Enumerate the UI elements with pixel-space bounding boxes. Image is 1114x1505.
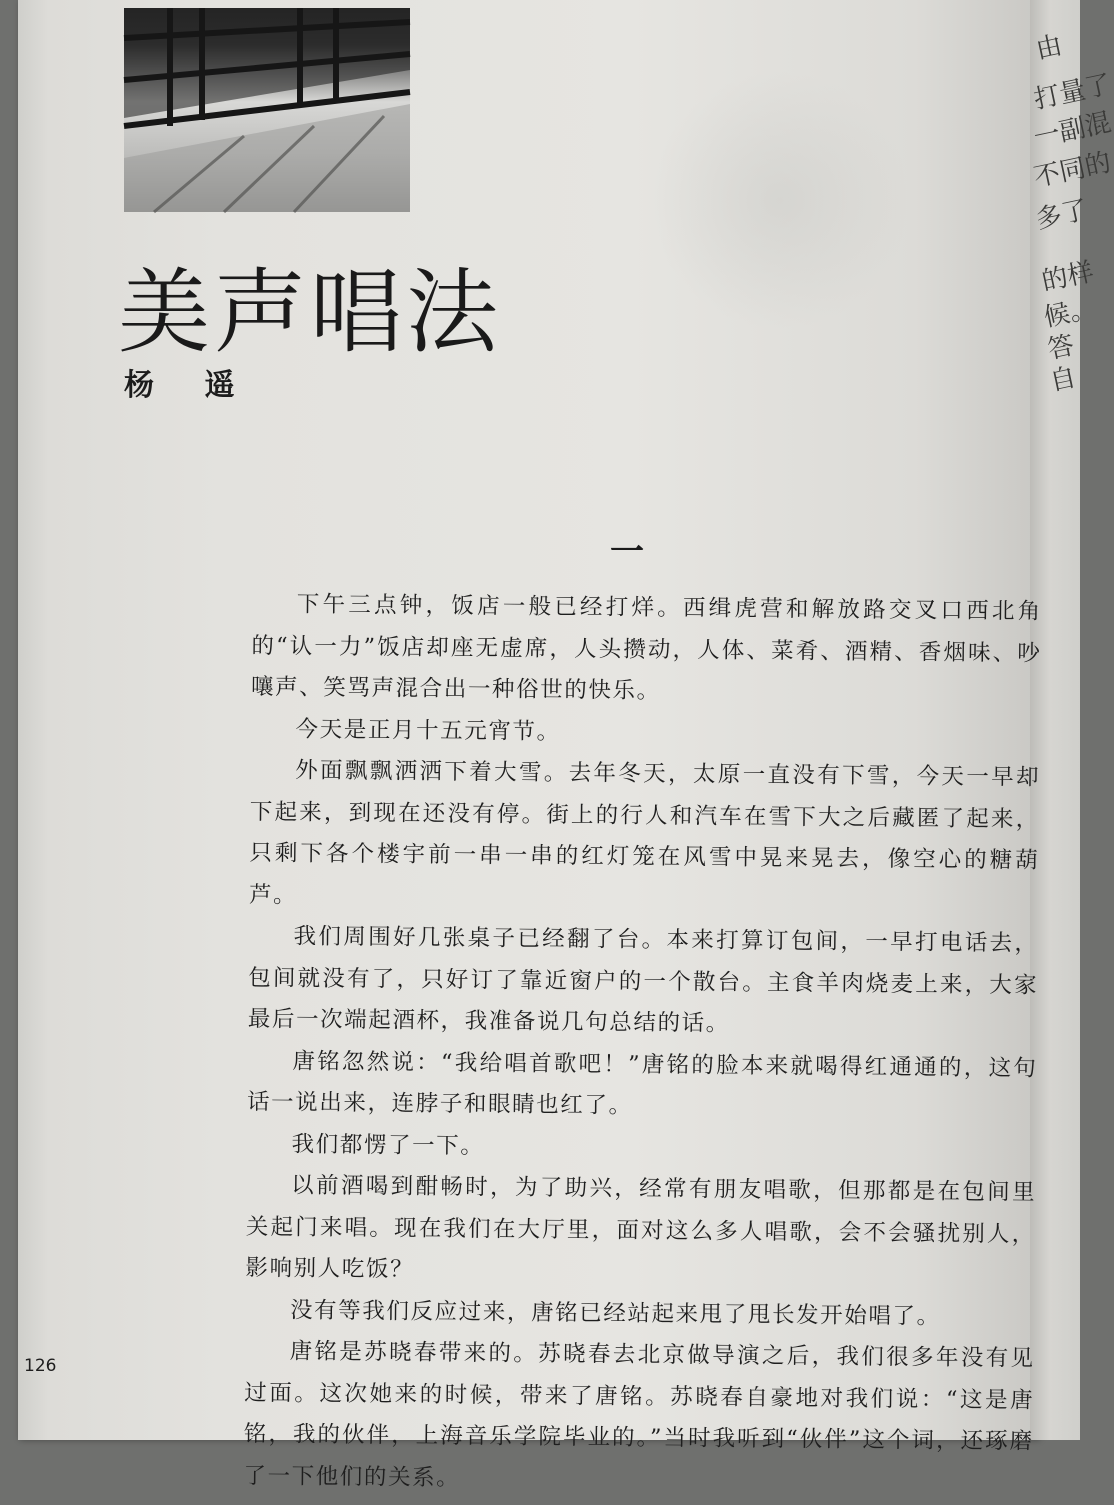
paragraph: 唐铭忽然说：“我给唱首歌吧！”唐铭的脸本来就喝得红通通的，这句话一说出来，连脖子和眼睛也红了。: [246, 1047, 1038, 1119]
paragraph: 外面飘飘洒洒下着大雪。去年冬天，太原一直没有下雪，今天一早却下起来，到现在还没有停。街上的行人和汽车在雪下大之后藏匿了起来，只剩下各个楼宇前一串一串的红灯笼在风雪中晃来晃去，像空心的糖葫芦。: [248, 757, 1041, 908]
facing-page-text: 的样: [1039, 257, 1097, 298]
section-number: 一: [610, 532, 644, 572]
facing-page-text: 一副混: [1031, 107, 1114, 154]
paragraph: 下午三点钟，饭店一般已经打烊。西缉虎营和解放路交叉口西北角的“认一力”饭店却座无虚席，人头攒动，人体、菜肴、酒精、香烟味、吵嚷声、笑骂声混合出一种俗世的快乐。: [250, 591, 1042, 704]
article-title: 美声唱法: [118, 259, 503, 366]
page-number: 126: [24, 1356, 57, 1376]
window-frame-illustration: [124, 8, 410, 212]
facing-page-text: 答: [1045, 330, 1077, 366]
article-body: [243, 584, 1042, 1505]
facing-page-text: 候。: [1041, 293, 1099, 334]
facing-page-text: 多了: [1033, 195, 1091, 236]
paragraph: 今天是正月十五元宵节。: [295, 715, 561, 745]
facing-page-text: 打量了: [1031, 69, 1114, 116]
paragraph: 我们都愣了一下。: [291, 1130, 485, 1159]
paragraph: 以前酒喝到酣畅时，为了助兴，经常有朋友唱歌，但那都是在包间里关起门来唱。现在我们在大厅里，面对这么多人唱歌，会不会骚扰别人，影响别人吃饭？: [245, 1172, 1037, 1283]
author-name: 杨 遥: [124, 368, 255, 403]
header-photo: [124, 8, 410, 212]
paragraph: 没有等我们反应过来，唐铭已经站起来甩了甩长发开始唱了。: [289, 1296, 941, 1330]
paragraph: 我们周围好几张桌子已经翻了台。本来打算订包间，一早打电话去，包间就没有了，只好订了靠近窗户的一个散台。主食羊肉烧麦上来，大家最后一次端起酒杯，我准备说几句总结的话。: [247, 923, 1039, 1037]
facing-page-text: 由: [1033, 30, 1065, 66]
facing-page-text: 自: [1047, 362, 1079, 398]
show-through-decoration: [650, 70, 910, 330]
paragraph: 唐铭是苏晓春带来的。苏晓春去北京做导演之后，我们很多年没有见过面。这次她来的时候，带来了唐铭。苏晓春自豪地对我们说：“这是唐铭，我的伙伴，上海音乐学院毕业的。”当时我听到“伙伴”这个词，还琢磨了一下他们的关系。: [243, 1338, 1035, 1491]
facing-page-text: 不同的: [1031, 147, 1114, 194]
